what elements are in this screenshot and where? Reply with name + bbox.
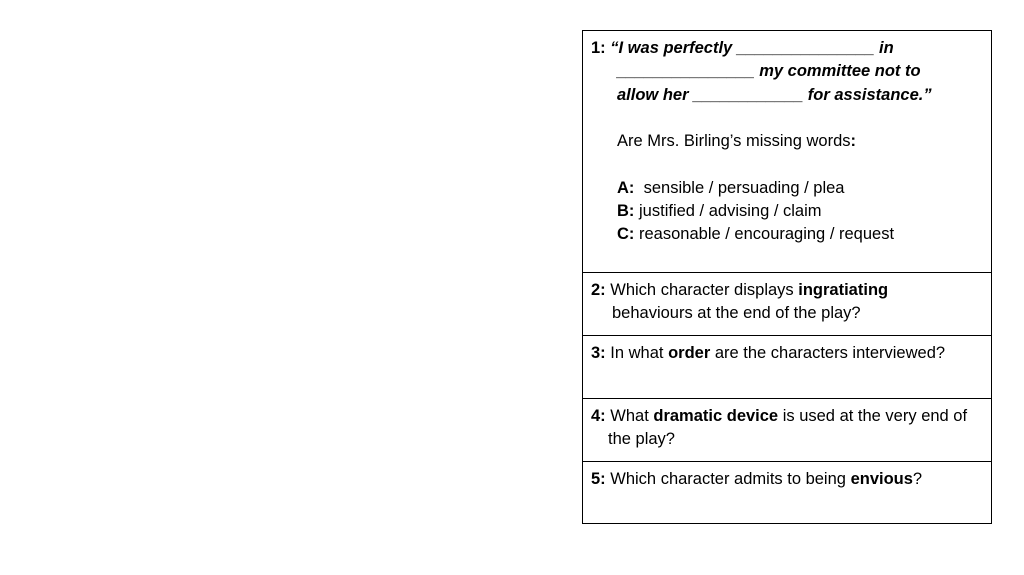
question-5-text-pre: Which character admits to being [610,470,846,488]
question-4-cell [583,399,991,462]
option-b-text: justified / advising / claim [639,202,822,221]
question-1-prompt-colon: : [850,132,856,151]
option-c-text: reasonable / encouraging / request [639,225,895,244]
question-3-number: 3: [591,344,606,362]
question-1-quote-line-3: allow her ____________ for assistance.” [617,85,932,104]
option-a-text: sensible / persuading / plea [643,178,845,197]
question-3-line-1 [591,342,983,365]
question-4-text-pre: What [610,407,649,425]
question-1-cell [583,31,991,273]
question-2-text: Which character displays [610,281,794,299]
question-3-text-pre: In what [610,344,664,362]
question-2-keyword: ingratiating [798,281,889,299]
question-1-quote-line-1 [591,37,983,60]
option-c-letter: C: [617,225,635,244]
quiz-table [582,30,992,524]
option-b-letter: B: [617,202,635,221]
question-1-quote-line-2: _______________ my committee not to [617,62,921,81]
question-2-number: 2: [591,281,606,299]
question-4-number: 4: [591,407,606,425]
spacer [591,153,983,176]
question-3-cell [583,336,991,399]
spacer [591,107,983,130]
question-1-option-c [591,223,983,246]
question-1-number: 1: [591,39,606,57]
option-a-letter: A: [617,178,635,197]
question-5-cell [583,462,991,523]
question-1-option-b [591,200,983,223]
question-1-option-a [591,177,983,200]
question-3-keyword: order [668,344,711,362]
question-2-cell [583,273,991,336]
question-5-keyword: envious [850,470,913,488]
question-3-text-post: are the characters interviewed? [714,344,946,362]
question-4-line-2: the play? [608,430,675,449]
question-4-text-post: is used at the very end of [782,407,968,425]
question-5-text-post: ? [912,470,923,488]
question-4-line-1 [591,405,983,428]
question-4-keyword: dramatic device [653,407,779,425]
question-5-line-1 [591,468,983,491]
question-2-line-1 [591,279,983,302]
question-5-number: 5: [591,470,606,488]
question-1-prompt [591,130,983,153]
question-1-quote-part-1: “I was perfectly _______________ in [610,39,894,57]
question-1-prompt-text: Are Mrs. Birling’s missing words [617,132,851,151]
question-2-line-2: behaviours at the end of the play? [612,304,861,323]
